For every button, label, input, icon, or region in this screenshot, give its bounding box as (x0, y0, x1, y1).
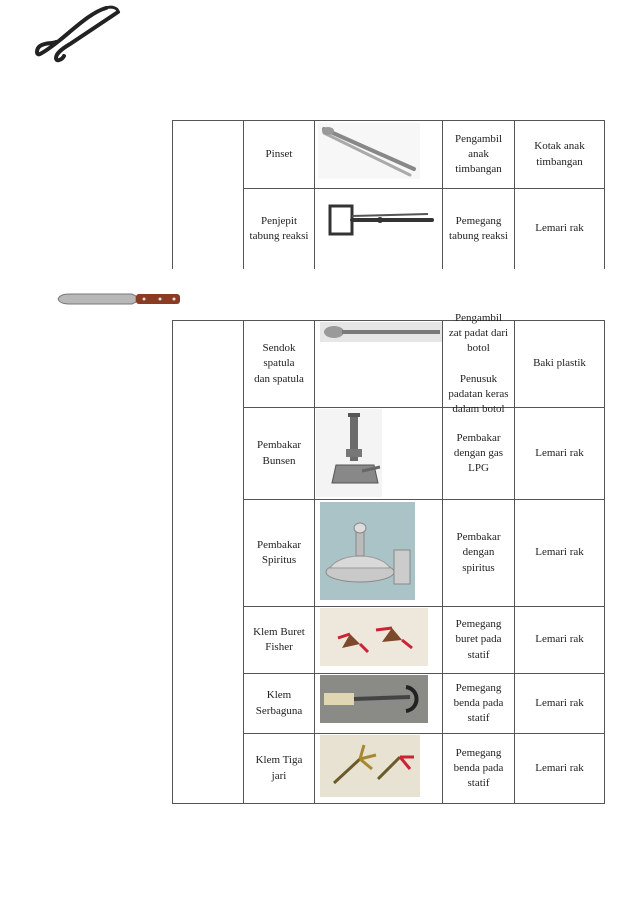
item-name: Pembakar Bunsen (257, 439, 301, 467)
item-storage: Lemari rak (535, 761, 584, 774)
item-storage: Lemari rak (535, 222, 584, 235)
table-row (244, 500, 314, 606)
tweezers-icon (318, 123, 420, 179)
item-name: Pembakar Spiritus (257, 538, 301, 566)
item-function: Pengambil zat padat dari botol Penusuk padatan keras dalam botol (448, 311, 509, 415)
item-name: Klem Serbaguna (255, 689, 303, 717)
crucible-tongs-image (22, 2, 122, 68)
item-name: Klem Tiga jari (255, 754, 303, 782)
table-row (244, 321, 314, 407)
item-storage: Baki plastik (533, 357, 586, 370)
table-row (244, 734, 314, 803)
item-function: Pemegang benda pada statif (453, 681, 504, 725)
item-name: Klem Buret Fisher (253, 625, 305, 653)
item-function: Pengambil anak timbangan (454, 132, 503, 176)
item-storage: Lemari rak (535, 446, 584, 459)
spatula-icon (320, 322, 442, 342)
spatula-image (56, 290, 182, 308)
item-function: Pemegang buret pada statif (455, 618, 502, 661)
table-row (244, 607, 314, 673)
item-function: Pemegang tabung reaksi (449, 214, 508, 242)
table-row (244, 121, 314, 188)
universal-clamp-icon (320, 675, 428, 723)
spirit-burner-icon (320, 502, 415, 600)
table-row (244, 189, 314, 269)
item-name: Sendok spatula dan spatula (254, 342, 304, 385)
item-storage: Lemari rak (535, 696, 584, 709)
item-name: Pinset (265, 147, 293, 160)
item-storage: Kotak anak timbangan (534, 140, 585, 168)
item-function: Pemegang benda pada statif (453, 746, 504, 790)
item-function: Pembakar dengan gas LPG (453, 431, 504, 475)
item-name: Penjepit tabung reaksi (249, 214, 309, 242)
item-storage: Lemari rak (535, 546, 584, 559)
item-function: Pembakar dengan spiritus (456, 531, 501, 574)
table-row (244, 674, 314, 733)
bunsen-burner-icon (316, 409, 382, 497)
test-tube-clamp-icon (320, 198, 438, 242)
table-row (244, 408, 314, 499)
three-finger-clamp-icon (320, 735, 420, 797)
item-storage: Lemari rak (535, 633, 584, 646)
burette-clamp-icon (320, 608, 428, 666)
